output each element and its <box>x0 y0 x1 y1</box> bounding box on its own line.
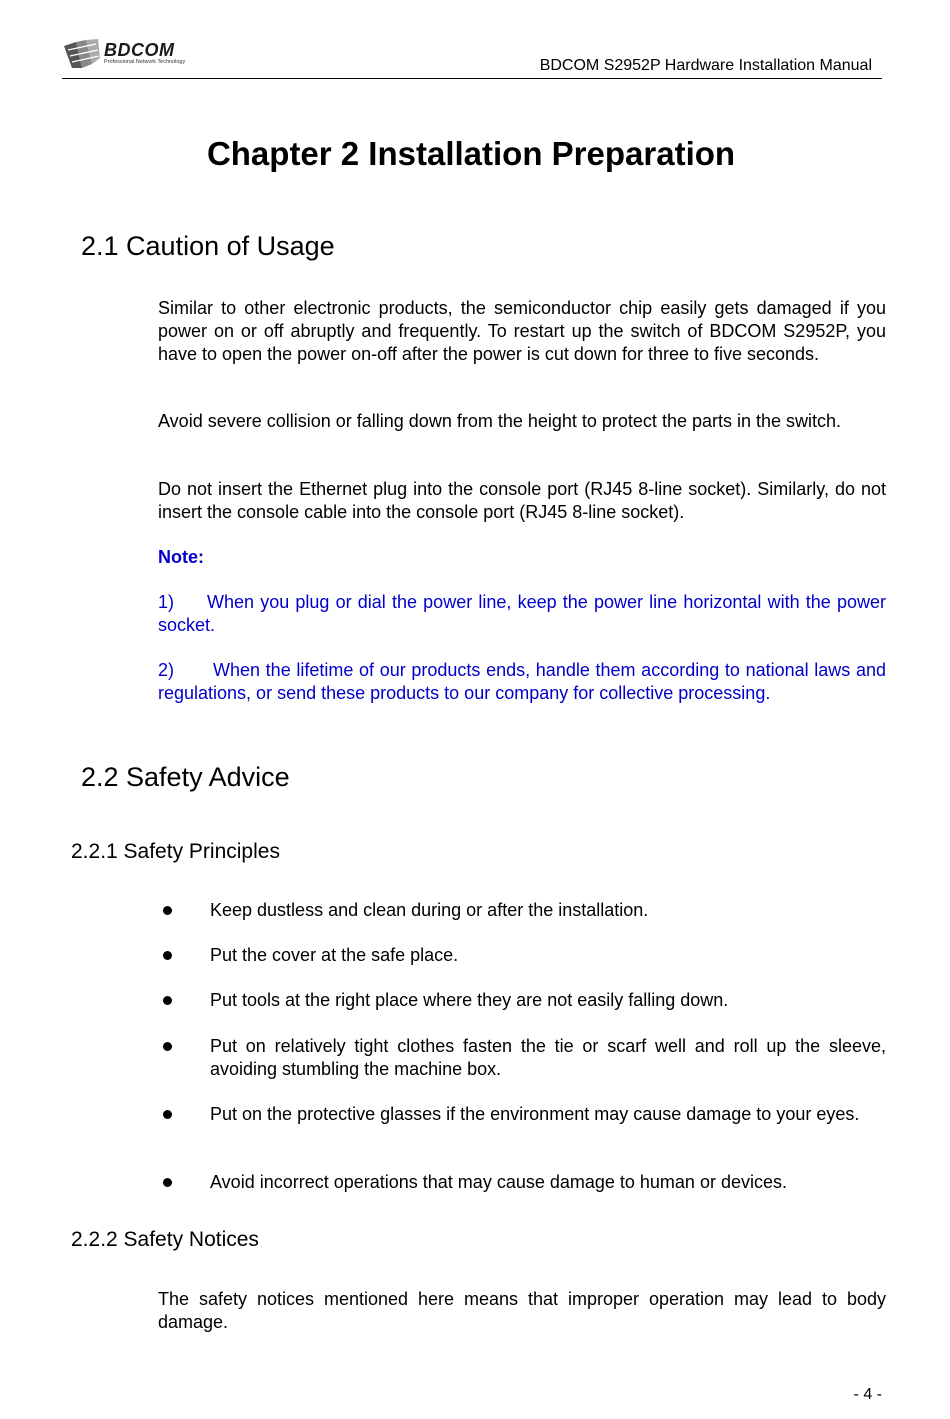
list-item-text: Keep dustless and clean during or after the installation. <box>210 900 649 920</box>
note-text: When you plug or dial the power line, keep the power line horizontal with the power socket. <box>158 592 886 635</box>
page-header <box>62 36 882 79</box>
note-item <box>158 659 886 705</box>
list-item-text: Put tools at the right place where they are not easily falling down. <box>210 990 729 1010</box>
list-item-text: Avoid incorrect operations that may cause damage to human or devices. <box>210 1172 787 1192</box>
bullet-icon <box>163 1178 172 1187</box>
subsection-2-2-2-heading: 2.2.2 Safety Notices <box>71 1228 259 1251</box>
list-item <box>158 1035 886 1081</box>
note-text: When the lifetime of our products ends, handle them according to national laws and regulations, or send these products to our company for collective processing. <box>158 660 886 703</box>
list-item <box>158 899 886 922</box>
paragraph: The safety notices mentioned here means that improper operation may lead to body damage. <box>158 1289 886 1332</box>
bullet-icon <box>163 1110 172 1119</box>
paragraph: Avoid severe collision or falling down from the height to protect the parts in the switch. <box>158 411 842 431</box>
bdcom-logo <box>62 38 192 72</box>
bullet-icon <box>163 906 172 915</box>
note-item <box>158 591 886 637</box>
section-2-1-heading: 2.1 Caution of Usage <box>81 231 335 261</box>
section-2-2-heading: 2.2 Safety Advice <box>81 762 290 792</box>
bullet-icon <box>163 951 172 960</box>
chapter-title: Chapter 2 Installation Preparation <box>206 135 736 172</box>
paragraph: Similar to other electronic products, the semiconductor chip easily gets damaged if you power on or off abruptly and frequently. To restart up the switch of BDCOM S2952P, you have to open the power on-off after the power is cut down for three to five seconds. <box>158 298 886 364</box>
list-item-text: Put on the protective glasses if the environment may cause damage to your eyes. <box>210 1104 860 1124</box>
list-item-text: Put the cover at the safe place. <box>210 945 459 965</box>
list-item-text: Put on relatively tight clothes fasten the tie or scarf well and roll up the sleeve, avoiding stumbling the machine box. <box>210 1036 886 1079</box>
subsection-2-2-1-heading: 2.2.1 Safety Principles <box>71 840 280 863</box>
list-item <box>158 989 886 1012</box>
logo-tagline: Professional Network Technology <box>104 59 186 65</box>
note-number: 2) <box>158 660 175 680</box>
list-item <box>158 1103 886 1126</box>
note-label: Note: <box>158 547 204 567</box>
bullet-icon <box>163 996 172 1005</box>
manual-title: BDCOM S2952P Hardware Installation Manual <box>539 57 872 74</box>
note-number: 1) <box>158 592 175 612</box>
list-item <box>158 944 886 967</box>
paragraph: Do not insert the Ethernet plug into the console port (RJ45 8-line socket). Similarly, do not insert the console cable into the console port (RJ45 8-line socket). <box>158 479 886 522</box>
page-number: - 4 - <box>853 1386 882 1403</box>
bullet-icon <box>163 1042 172 1051</box>
logo-name: BDCOM <box>104 40 175 60</box>
logo-mark-icon <box>62 38 102 70</box>
list-item <box>158 1171 886 1194</box>
